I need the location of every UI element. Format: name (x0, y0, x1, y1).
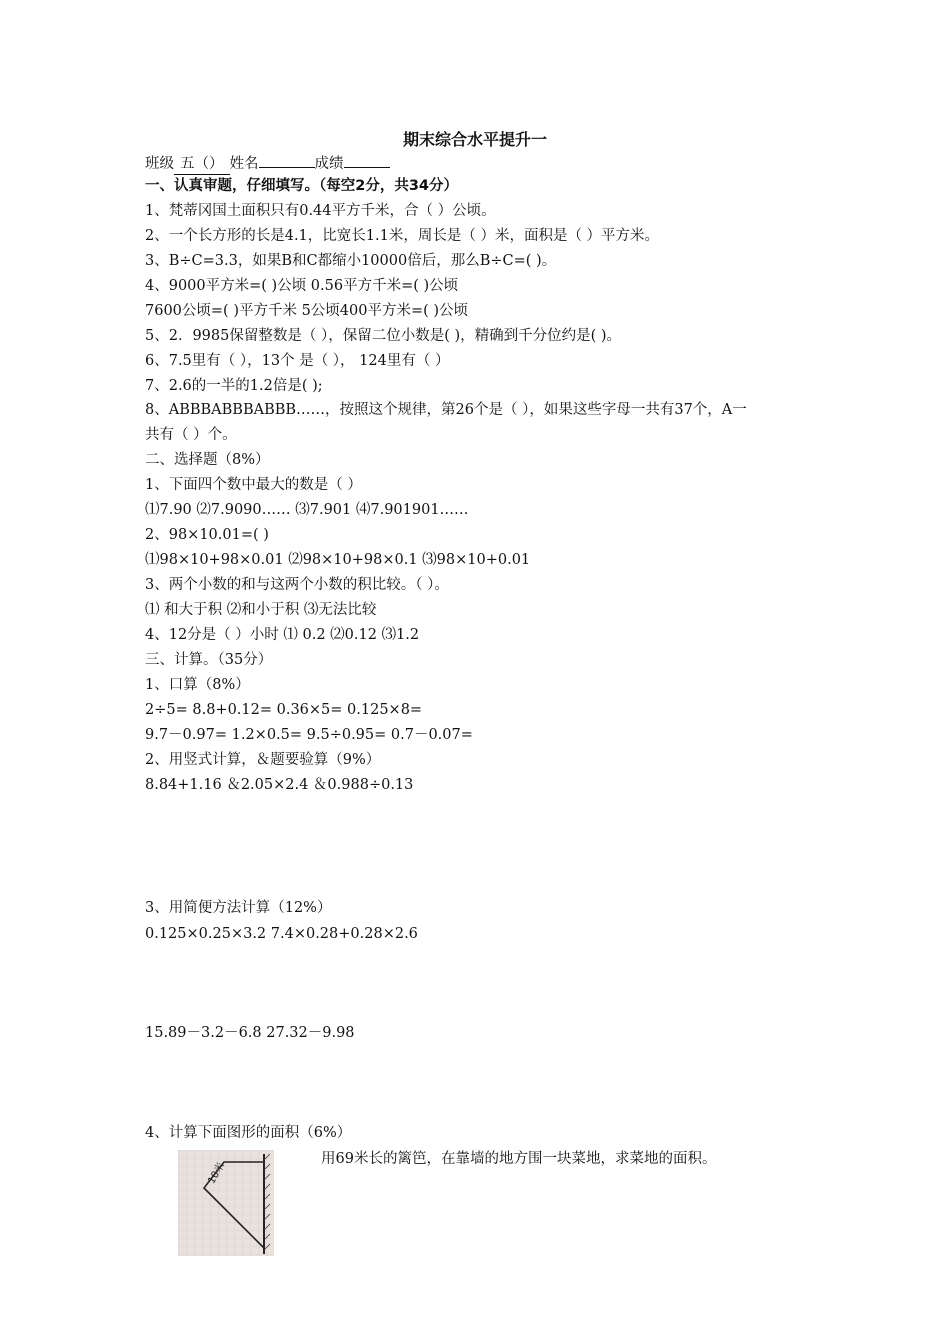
name-label: 姓名 (229, 156, 259, 172)
garden-figure-photo (178, 1150, 274, 1256)
section1-heading: 一、认真审题，仔细填写。（每空2分，共34分） (145, 178, 459, 194)
figure-side-label: 10米 (206, 1160, 228, 1186)
section2-heading: 二、选择题（8%） (145, 452, 270, 468)
section1-q5: 5、2．9985保留整数是（ ），保留二位小数是( )，精确到千分位约是( )。 (145, 328, 622, 344)
section1-q8a: 8、ABBBABBBABBB……，按照这个规律，第26个是（ ），如果这些字母一共有37个，A一 (145, 402, 747, 418)
section2-q4: 4、12分是（ ）小时 ⑴ 0.2 ⑵0.12 ⑶1.2 (145, 627, 420, 643)
student-info-line (145, 151, 390, 175)
section1-q1: 1、梵蒂冈国土面积只有0.44平方千米，合（ ）公顷。 (145, 203, 496, 219)
garden-figure-drawing (178, 1150, 274, 1256)
simple-calc-heading: 3、用简便方法计算（12%） (145, 900, 332, 916)
score-label: 成绩 (314, 156, 344, 172)
section3-heading: 三、计算。（35分） (145, 652, 273, 668)
section1-q8b: 共有（ ）个。 (145, 427, 237, 443)
section2-q1: 1、下面四个数中最大的数是（ ） (145, 477, 362, 493)
class-label: 班级 (145, 156, 174, 172)
section1-q3: 3、B÷C=3.3，如果B和C都缩小10000倍后，那么B÷C=( )。 (145, 253, 557, 269)
area-problem-text: 用69米长的篱笆，在靠墙的地方围一块菜地，求菜地的面积。 (321, 1151, 717, 1167)
section2-q3: 3、两个小数的和与这两个小数的积比较。（ ）。 (145, 577, 449, 593)
section2-q1-options: ⑴7.90 ⑵7.9090…… ⑶7.901 ⑷7.901901…… (145, 502, 469, 518)
page-title: 期末综合水平提升一 (402, 130, 547, 149)
vertical-calc-heading: 2、用竖式计算，＆题要验算（9%） (145, 752, 381, 768)
section2-q2: 2、98×10.01=( ) (145, 527, 269, 543)
vertical-calc-row: 8.84+1.16 ＆2.05×2.4 ＆0.988÷0.13 (145, 777, 414, 793)
area-calc-heading: 4、计算下面图形的面积（6%） (145, 1125, 352, 1141)
oral-calc-heading: 1、口算（8%） (145, 677, 250, 693)
section1-q6: 6、7.5里有（ ），13个 是（ ）， 124里有（ ） (145, 353, 450, 369)
section1-q2: 2、一个长方形的长是4.1，比宽长1.1米，周长是（ ）米，面积是（ ）平方米。 (145, 228, 660, 244)
section1-q4b: 7600公顷=( )平方千米 5公顷400平方米=( )公顷 (145, 303, 469, 319)
section2-q3-options: ⑴ 和大于积 ⑵和小于积 ⑶无法比较 (145, 602, 377, 618)
class-value: 五（） (174, 154, 230, 175)
section1-q7: 7、2.6的一半的1.2倍是( ); (145, 378, 323, 394)
simple-calc-row1: 0.125×0.25×3.2 7.4×0.28+0.28×2.6 (145, 926, 418, 942)
section2-q2-options: ⑴98×10+98×0.01 ⑵98×10+98×0.1 ⑶98×10+0.01 (145, 552, 531, 568)
oral-calc-row2: 9.7－0.97= 1.2×0.5= 9.5÷0.95= 0.7－0.07= (145, 727, 473, 743)
simple-calc-row2: 15.89－3.2－6.8 27.32－9.98 (145, 1025, 355, 1041)
oral-calc-row1: 2÷5= 8.8+0.12= 0.36×5= 0.125×8= (145, 702, 423, 718)
score-blank[interactable] (344, 151, 390, 168)
section1-q4a: 4、9000平方米=( )公顷 0.56平方千米=( )公顷 (145, 278, 459, 294)
name-blank[interactable] (259, 151, 315, 168)
